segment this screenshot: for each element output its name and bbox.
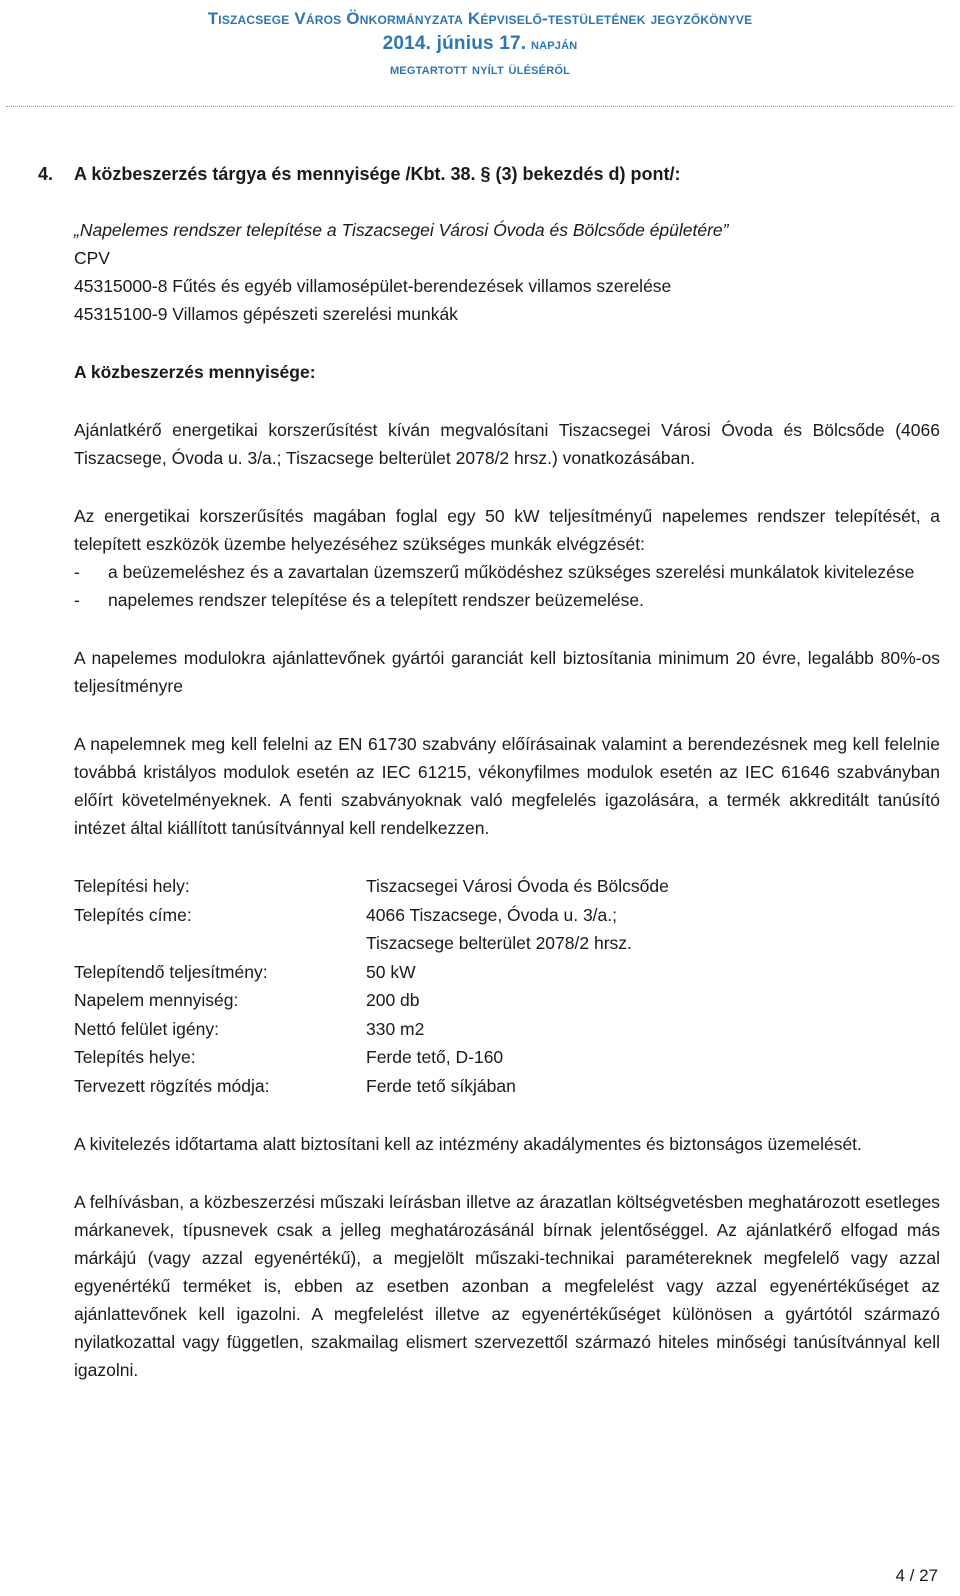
- table-row: [74, 1043, 669, 1072]
- info-label: [74, 929, 366, 958]
- info-value: 330 m2: [366, 1018, 425, 1039]
- work-list: [74, 558, 940, 614]
- cpv-label: CPV: [74, 248, 110, 268]
- table-row: [74, 872, 669, 901]
- list-item: - a beüzemeléshez és a zavartalan üzemszerű működéshez szükséges szerelési munkálatok kivitelezése: [74, 562, 915, 582]
- paragraph-1: Ajánlatkérő energetikai korszerűsítést kíván megvalósítani Tiszacsegei Városi Óvoda és Bölcsőde (4066 Tiszacsege, Óvoda u. 3/a.; Tiszacsege belterület 2078/2 hrsz.) vonatkozásában.: [74, 420, 940, 468]
- table-row: [74, 929, 669, 958]
- section-title: A közbeszerzés tárgya és mennyisége /Kbt. 38. § (3) bekezdés d) pont/:: [74, 164, 681, 184]
- info-value: 50 kW: [366, 961, 416, 982]
- header-subtitle: megtartott nyílt üléséről: [389, 61, 571, 78]
- section-number: 4.: [38, 164, 54, 184]
- page-number: 4 / 27: [895, 1566, 938, 1585]
- header-date-line: [0, 31, 960, 57]
- info-value: 4066 Tiszacsege, Óvoda u. 3/a.;: [366, 904, 617, 925]
- info-label: Telepítés címe:: [74, 904, 192, 925]
- installation-info-table: [74, 872, 669, 1100]
- info-label: Napelem mennyiség:: [74, 990, 239, 1010]
- table-row: [74, 1015, 669, 1044]
- info-label: Nettó felület igény:: [74, 1018, 219, 1039]
- subject-quote: „Napelemes rendszer telepítése a Tiszacsegei Városi Óvoda és Bölcsőde épületére”: [74, 220, 729, 240]
- info-value: Tiszacsegei Városi Óvoda és Bölcsőde: [366, 876, 669, 896]
- table-row: [74, 986, 669, 1015]
- table-row: [74, 958, 669, 987]
- paragraph-3: A napelemes modulokra ajánlattevőnek gyártói garanciát kell biztosítania minimum 20 évre, legalább 80%-os teljesítményre: [74, 648, 940, 696]
- info-label: Telepítési hely:: [74, 876, 190, 896]
- cpv-code-1: 45315000-8 Fűtés és egyéb villamosépület-berendezések villamos szerelése: [74, 276, 672, 296]
- header-title: Tiszacsege Város Önkormányzata Képviselő-testületének jegyzőkönyve: [207, 9, 753, 28]
- info-value: Ferde tető, D-160: [366, 1047, 504, 1067]
- info-label: Telepítés helye:: [74, 1047, 196, 1067]
- header-date: 2014. június 17.: [382, 33, 527, 54]
- table-row: [74, 901, 669, 930]
- header-date-suffix: napján: [530, 36, 578, 53]
- info-value: Tiszacsege belterület 2078/2 hrsz.: [366, 933, 632, 953]
- paragraph-6: A felhívásban, a közbeszerzési műszaki leírásban illetve az árazatlan költségvetésben meghatározott esetleges márkanevek, típusnevek csak a jelleg meghatározásánál bírnak jelentőséggel. Az ajánlatkérő elfogad más márkájú (vagy azzal egyenértékű), a megjelölt műszaki-technikai paramétereknek megfelelő vagy azzal egyenértékű terméket is, ebben az esetben azonban a megfelelést vagy azzal egyenértékűséget az ajánlattevőnek kell igazolni. A megfelelést illetve az egyenértékűséget különösen a gyártótól származó nyilatkozattal vagy független, szakmailag elismert szervezettől származó hiteles minőségi tanúsítvánnyal kell igazolni.: [74, 1192, 940, 1380]
- cpv-code-2: 45315100-9 Villamos gépészeti szerelési munkák: [74, 304, 458, 324]
- info-label: Telepítendő teljesítmény:: [74, 961, 268, 982]
- paragraph-4: A napelemnek meg kell felelni az EN 61730 szabvány előírásainak valamint a berendezésnek meg kell felelnie továbbá kristályos modulok esetén az IEC 61215, vékonyfilmes modulok esetén az IEC 61646 szabványban előírt követelményeknek. A fenti szabványoknak való megfelelés igazolására, a termék akkreditált tanúsító intézet által kiállított tanúsítvánnyal kell rendelkezzen.: [74, 734, 940, 838]
- info-value: Ferde tető síkjában: [366, 1075, 516, 1096]
- quantity-heading: A közbeszerzés mennyisége:: [74, 362, 316, 382]
- info-label: Tervezett rögzítés módja:: [74, 1075, 270, 1096]
- table-row: [74, 1072, 669, 1101]
- info-value: 200 db: [366, 990, 420, 1010]
- paragraph-2: Az energetikai korszerűsítés magában foglal egy 50 kW teljesítményű napelemes rendszer telepítését, a telepített eszközök üzembe helyezéséhez szükséges munkák elvégzését:: [74, 506, 940, 554]
- document-header: [0, 0, 960, 82]
- paragraph-5: A kivitelezés időtartama alatt biztosítani kell az intézmény akadálymentes és biztonságos üzemelését.: [74, 1134, 862, 1154]
- header-divider: [6, 106, 954, 107]
- list-item: - napelemes rendszer telepítése és a telepített rendszer beüzemelése.: [74, 590, 645, 610]
- document-body: [74, 160, 940, 1384]
